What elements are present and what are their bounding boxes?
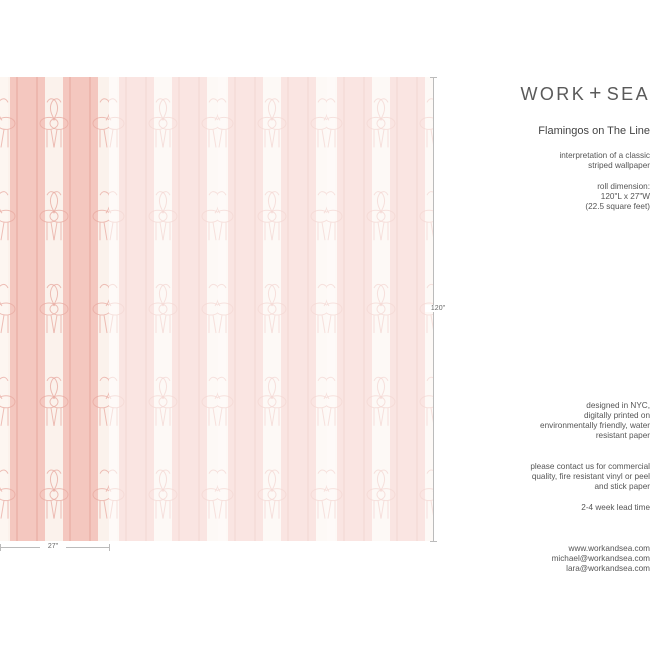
stripe-pattern xyxy=(218,77,327,541)
brand-name-left: WORK xyxy=(520,84,587,104)
stripe-line xyxy=(307,77,309,541)
stripe-line xyxy=(125,77,127,541)
height-dimension-label: 120" xyxy=(425,305,451,312)
height-dimension-tick-bottom xyxy=(430,541,437,542)
lead-time: 2-4 week lead time xyxy=(581,503,650,512)
stripe-line xyxy=(69,77,71,541)
stripe-line xyxy=(416,77,418,541)
brand-plus: + xyxy=(589,82,604,105)
wallpaper-panel-2 xyxy=(109,77,218,541)
width-dimension-tick-left xyxy=(0,544,1,551)
contact-line-3: and stick paper xyxy=(594,482,650,491)
stripe-line xyxy=(363,77,365,541)
stripe-line xyxy=(396,77,398,541)
product-info xyxy=(440,0,650,650)
stripe-line xyxy=(234,77,236,541)
stripe-pattern xyxy=(327,77,433,541)
website-link[interactable]: www.workandsea.com xyxy=(568,544,650,553)
email-link-michael[interactable]: michael@workandsea.com xyxy=(551,554,650,563)
wallpaper-panel-4 xyxy=(327,77,433,541)
wallpaper-preview xyxy=(0,77,433,541)
stripe-line xyxy=(287,77,289,541)
width-dimension-label: 27" xyxy=(40,543,66,550)
designed-line-2: digitally printed on xyxy=(584,411,650,420)
designed-line-4: resistant paper xyxy=(595,431,650,440)
roll-area: (22.5 square feet) xyxy=(585,202,650,211)
roll-size: 120"L x 27"W xyxy=(600,192,650,201)
contact-line-2: quality, fire resistant vinyl or peel xyxy=(531,472,650,481)
stripe-line xyxy=(343,77,345,541)
stripe-pattern xyxy=(109,77,218,541)
brand-name-right: SEA xyxy=(606,84,650,104)
roll-dimension-label: roll dimension: xyxy=(597,182,650,191)
description-line-2: striped wallpaper xyxy=(588,161,650,170)
stripe-line xyxy=(89,77,91,541)
brand-logo xyxy=(521,82,650,106)
wallpaper-panel-3 xyxy=(218,77,327,541)
stripe-line xyxy=(178,77,180,541)
stripe-line xyxy=(36,77,38,541)
stripe-line xyxy=(16,77,18,541)
email-link-lara[interactable]: lara@workandsea.com xyxy=(566,564,650,573)
stripe-line xyxy=(254,77,256,541)
contact-line-1: please contact us for commercial xyxy=(530,462,650,471)
designed-line-1: designed in NYC, xyxy=(586,401,650,410)
description-line-1: interpretation of a classic xyxy=(559,151,650,160)
stripe-pattern xyxy=(0,77,109,541)
designed-line-3: environmentally friendly, water xyxy=(540,421,650,430)
wallpaper-panel-1 xyxy=(0,77,109,541)
stripe-line xyxy=(145,77,147,541)
product-title: Flamingos on The Line xyxy=(538,125,650,137)
stripe-line xyxy=(198,77,200,541)
width-dimension-tick-right xyxy=(109,544,110,551)
height-dimension-tick-top xyxy=(430,77,437,78)
